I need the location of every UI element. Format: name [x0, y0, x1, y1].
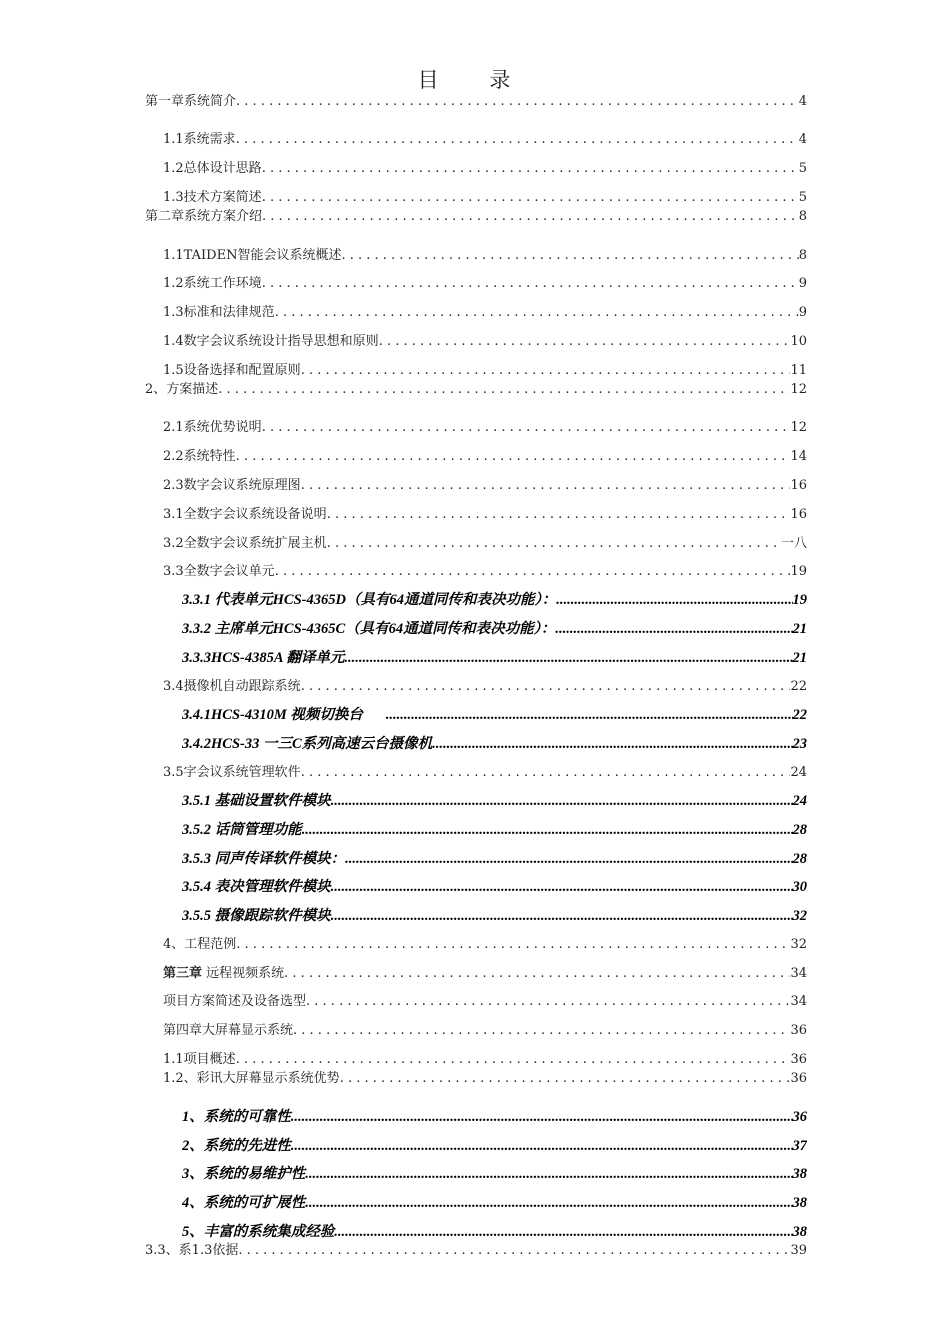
- toc-entry-label: 3.4.1HCS-4310M 视频切换台: [182, 707, 363, 723]
- toc-entry[interactable]: [163, 964, 807, 984]
- toc-entry-label: 第一章系统简介: [145, 94, 237, 109]
- toc-entry-page: 24: [792, 793, 807, 809]
- toc-leader: [284, 964, 790, 984]
- toc-entry-page: 11: [790, 363, 807, 378]
- toc-entry-page: 9: [798, 276, 807, 291]
- toc-leader: [262, 274, 799, 294]
- toc-leader: [331, 791, 793, 811]
- toc-entry-label: 3.3全数字会议单元: [163, 564, 275, 579]
- toc-leader: [345, 849, 792, 869]
- toc-entry[interactable]: [182, 590, 807, 610]
- toc-entry-label: 3.3.3HCS-4385A 翻译单元: [182, 650, 345, 666]
- toc-entry-page: 38: [792, 1166, 807, 1182]
- toc-entry-label: 1.1项目概述: [163, 1052, 236, 1067]
- toc-entry-page: 14: [790, 449, 807, 464]
- toc-entry-page: 28: [792, 851, 807, 867]
- toc-entry-label: 3.5.5 摄像跟踪软件模块: [182, 908, 331, 924]
- toc-leader: [238, 1241, 790, 1261]
- toc-entry-page: 4: [798, 132, 807, 147]
- toc-entry[interactable]: [163, 935, 807, 955]
- toc-entry-page: 34: [790, 966, 807, 981]
- toc-entry-page: 8: [798, 248, 807, 263]
- toc-leader: [302, 820, 793, 840]
- toc-leader: [301, 361, 791, 381]
- toc-entry[interactable]: [163, 303, 807, 323]
- toc-entry-page: 38: [792, 1195, 807, 1211]
- toc-leader: [555, 619, 792, 639]
- toc-entry[interactable]: [182, 849, 807, 869]
- toc-leader: [331, 906, 793, 926]
- toc-entry[interactable]: [163, 1069, 807, 1089]
- toc-entry[interactable]: [145, 92, 807, 112]
- toc-entry-page: 38: [792, 1224, 807, 1240]
- toc-entry-page: 32: [792, 908, 807, 924]
- toc-entry-page: 9: [798, 305, 807, 320]
- toc-entry[interactable]: [163, 159, 807, 179]
- toc-entry[interactable]: [163, 763, 807, 783]
- toc-entry-label: 5、丰富的系统集成经验: [182, 1224, 335, 1240]
- toc-entry[interactable]: [163, 274, 807, 294]
- toc-entry-label: [163, 964, 284, 984]
- toc-entry-label: 3.3、系1.3依据: [145, 1243, 239, 1258]
- toc-entry[interactable]: [145, 207, 807, 227]
- toc-leader: [236, 935, 790, 955]
- toc-leader: [305, 1193, 792, 1213]
- toc-entry-label: 3.4.2HCS-33 一三C系列高速云台摄像机: [182, 736, 433, 752]
- toc-leader: [301, 763, 791, 783]
- toc-entry-label: 3、系统的易维护性: [182, 1166, 306, 1182]
- toc-entry-label: 2、方案描述: [145, 382, 219, 397]
- toc-entry-page: 22: [792, 707, 807, 723]
- toc-entry-page: 28: [792, 822, 807, 838]
- toc-entry-label: 2.3数字会议系统原理图: [163, 478, 301, 493]
- toc-leader: [301, 476, 791, 496]
- toc-entry-label: 1.3技术方案简述: [163, 190, 262, 205]
- toc-entry-label: 1.5设备选择和配置原则: [163, 363, 301, 378]
- toc-leader: [386, 705, 793, 725]
- toc-entry-label: 1.2总体设计思路: [163, 161, 262, 176]
- toc-entry[interactable]: [163, 246, 807, 266]
- toc-entry-page: 24: [790, 765, 807, 780]
- toc-entry-page: 36: [790, 1052, 807, 1067]
- toc-entry[interactable]: [182, 820, 807, 840]
- toc-leader: [275, 562, 791, 582]
- toc-leader: [341, 246, 798, 266]
- toc-entry-page: 5: [798, 190, 807, 205]
- toc-entry-page: 36: [792, 1109, 807, 1125]
- toc-entry-label: 3.3.2 主席单元HCS-4365C（具有64通道同传和表决功能）：: [182, 621, 556, 637]
- toc-leader: [262, 159, 799, 179]
- toc-entry[interactable]: [182, 619, 807, 639]
- toc-entry[interactable]: [145, 1241, 807, 1261]
- toc-entry[interactable]: [163, 332, 807, 352]
- toc-leader: [305, 1164, 792, 1184]
- toc-entry-page: 19: [790, 564, 807, 579]
- toc-entry-page: 8: [798, 209, 807, 224]
- toc-entry-page: 16: [790, 507, 807, 522]
- toc-entry-page: 36: [790, 1023, 807, 1038]
- toc-entry[interactable]: [163, 562, 807, 582]
- toc-leader: [218, 380, 790, 400]
- toc-entry[interactable]: [182, 1193, 807, 1213]
- toc-leader: [327, 505, 791, 525]
- toc-entry-page: 32: [790, 937, 807, 952]
- toc-entry-label: 3.5.4 表决管理软件模块: [182, 879, 331, 895]
- toc-entry-label: 3.5字会议系统管理软件: [163, 765, 301, 780]
- toc-entry-page: 34: [790, 994, 807, 1009]
- toc-entry-label: 项目方案简述及设备选型: [163, 994, 307, 1009]
- toc-entry[interactable]: [163, 992, 807, 1012]
- toc-entry-label: 4、工程范例: [163, 937, 237, 952]
- toc-leader: [327, 534, 781, 554]
- toc-leader: [379, 332, 791, 352]
- toc-entry-label-bold: 第三章: [163, 966, 203, 981]
- toc-entry-label: 3.5.3 同声传译软件模块：: [182, 851, 346, 867]
- toc-entry[interactable]: [163, 188, 807, 208]
- toc-entry-label: 3.5.2 话筒管理功能: [182, 822, 302, 838]
- toc-entry-label: 3.1全数字会议系统设备说明: [163, 507, 327, 522]
- toc-entry-label: 3.5.1 基础设置软件模块: [182, 793, 331, 809]
- toc-leader: [301, 677, 791, 697]
- toc-entry[interactable]: [182, 1164, 807, 1184]
- toc-entry-label: 第二章系统方案介绍: [145, 209, 263, 224]
- toc-entry[interactable]: [163, 418, 807, 438]
- toc-leader: [236, 1050, 791, 1070]
- toc-leader: [262, 207, 799, 227]
- toc-entry-page: 39: [790, 1243, 807, 1258]
- toc-leader: [334, 1222, 792, 1242]
- toc-entry-label: 4、系统的可扩展性: [182, 1195, 306, 1211]
- toc-entry[interactable]: [163, 1050, 807, 1070]
- toc-entry-label: 第四章大屏幕显示系统: [163, 1023, 294, 1038]
- toc-entry-label: 2.1系统优势说明: [163, 420, 262, 435]
- toc-entry[interactable]: [182, 705, 807, 725]
- toc-leader: [432, 734, 792, 754]
- toc-entry[interactable]: [182, 1222, 807, 1242]
- toc-entry[interactable]: [182, 906, 807, 926]
- toc-entry-page: 5: [798, 161, 807, 176]
- toc-entry[interactable]: [182, 648, 807, 668]
- toc-entry-page: 10: [790, 334, 807, 349]
- toc-entry-page: 21: [792, 650, 807, 666]
- toc-entry-page: 19: [792, 592, 807, 608]
- toc-entry-page: 4: [798, 94, 807, 109]
- toc-entry[interactable]: [163, 476, 807, 496]
- toc-leader: [291, 1107, 793, 1127]
- toc-title: 目 录: [417, 68, 533, 92]
- toc-leader: [291, 1136, 793, 1156]
- toc-entry-label: 2、系统的先进性: [182, 1138, 291, 1154]
- toc-entry[interactable]: [163, 677, 807, 697]
- toc-entry[interactable]: [182, 734, 807, 754]
- toc-leader: [236, 447, 791, 467]
- toc-leader: [340, 1069, 791, 1089]
- toc-leader: [344, 648, 792, 668]
- toc-entry-label: 1.2、彩讯大屏幕显示系统优势: [163, 1071, 340, 1086]
- toc-entry-label: 3.3.1 代表单元HCS-4365D（具有64通道同传和表决功能）：: [182, 592, 557, 608]
- toc-entry-page: 30: [792, 879, 807, 895]
- toc-entry[interactable]: [163, 505, 807, 525]
- toc-entry[interactable]: [163, 1021, 807, 1041]
- toc-entry-label: 1.2系统工作环境: [163, 276, 262, 291]
- toc-entry[interactable]: [182, 877, 807, 897]
- toc-entry-page: 16: [790, 478, 807, 493]
- toc-leader: [236, 130, 799, 150]
- toc-entry-page: 37: [792, 1138, 807, 1154]
- toc-entry[interactable]: [182, 1136, 807, 1156]
- toc-entry-label: 1.1TAIDEN智能会议系统概述: [163, 248, 342, 263]
- toc-entry[interactable]: [182, 1107, 807, 1127]
- toc-entry[interactable]: [145, 380, 807, 400]
- toc-entry-label: 1、系统的可靠性: [182, 1109, 291, 1125]
- toc-entry-page: 一八: [780, 536, 807, 551]
- toc-entry[interactable]: [182, 791, 807, 811]
- toc-entry-page: 23: [792, 736, 807, 752]
- toc-leader: [306, 992, 790, 1012]
- toc-entry-label: 2.2系统特性: [163, 449, 236, 464]
- toc-leader: [556, 590, 792, 610]
- toc-leader: [331, 877, 793, 897]
- toc-leader: [262, 418, 791, 438]
- toc-entry-page: 12: [790, 420, 807, 435]
- toc-entry[interactable]: [163, 130, 807, 150]
- toc-leader: [293, 1021, 790, 1041]
- toc-leader: [262, 188, 799, 208]
- toc-entry-page: 12: [790, 382, 807, 397]
- toc-entry-label: 1.4数字会议系统设计指导思想和原则: [163, 334, 379, 349]
- toc-leader: [236, 92, 799, 112]
- toc-entry-label: 1.1系统需求: [163, 132, 236, 147]
- toc-entry-page: 36: [790, 1071, 807, 1086]
- toc-entry-page: 21: [792, 621, 807, 637]
- toc-entry-label: 1.3标准和法律规范: [163, 305, 275, 320]
- toc-entry-label: 3.4摄像机自动跟踪系统: [163, 679, 301, 694]
- toc-entry-label: 3.2全数字会议系统扩展主机: [163, 536, 327, 551]
- toc-entry[interactable]: [163, 447, 807, 467]
- toc-entry[interactable]: [163, 361, 807, 381]
- toc-entry-page: 22: [790, 679, 807, 694]
- toc-entry-label-rest: 远程视频系统: [202, 966, 285, 981]
- toc-entry[interactable]: [163, 534, 807, 554]
- toc-leader: [275, 303, 799, 323]
